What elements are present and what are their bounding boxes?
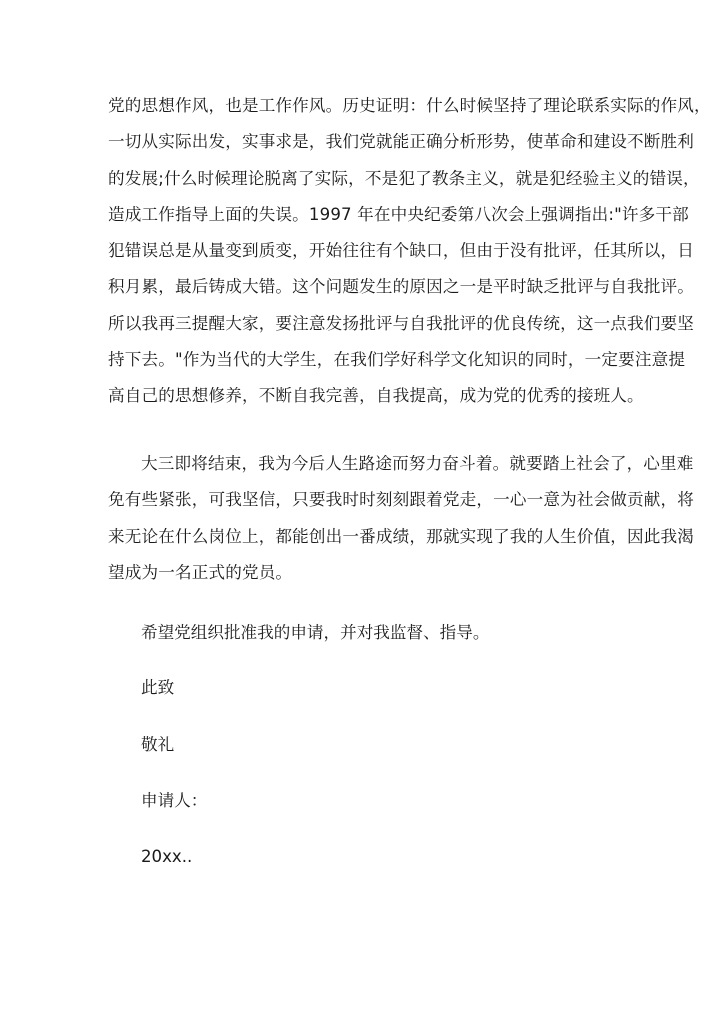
paragraph-line: 造成工作指导上面的失误。1997 年在中央纪委第八次会上强调指出:"许多干部	[108, 204, 689, 224]
paragraph-line: 党的思想作风，也是工作作风。历史证明：什么时候坚持了理论联系实际的作风，	[108, 96, 711, 115]
closing-ci-zhi: 此致	[141, 678, 175, 697]
body-paragraph-1	[108, 88, 711, 415]
applicant-label: 申请人：	[141, 791, 208, 810]
date-line: 20xx..	[141, 847, 193, 866]
paragraph-line: 望成为一名正式的党员。	[108, 562, 293, 582]
paragraph-line: 犯错误总是从量变到质变，开始往往有个缺口，但由于没有批评，任其所以，日	[108, 241, 695, 261]
paragraph-line: 的发展;什么时候理论脱离了实际，不是犯了教条主义，就是犯经验主义的错误，	[108, 168, 700, 188]
paragraph-line: 高自己的思想修养，不断自我完善，自我提高，成为党的优秀的接班人。	[108, 386, 644, 406]
paragraph-line: 免有些紧张，可我坚信，只要我时时刻刻跟着党走，一心一意为社会做贡献，将	[108, 490, 695, 510]
paragraph-line: 大三即将结束，我为今后人生路途而努力奋斗着。就要踏上社会了，心里难	[141, 454, 694, 473]
paragraph-line: 积月累，最后铸成大错。这个问题发生的原因之一是平时缺乏批评与自我批评。	[108, 277, 695, 297]
body-paragraph-2	[108, 446, 695, 591]
paragraph-line: 持下去。"作为当代的大学生，在我们学好科学文化知识的同时，一定要注意提	[108, 350, 686, 370]
paragraph-line: 来无论在什么岗位上，都能创出一番成绩，那就实现了我的人生价值，因此我渴	[108, 526, 695, 546]
paragraph-line: 所以我再三提醒大家，要注意发扬批评与自我批评的优良传统，这一点我们要坚	[108, 313, 695, 333]
request-line: 希望党组织批准我的申请，并对我监督、指导。	[141, 623, 490, 642]
paragraph-line: 一切从实际出发，实事求是，我们党就能正确分析形势，使革命和建设不断胜利	[108, 132, 695, 152]
closing-jing-li: 敬礼	[141, 735, 175, 754]
